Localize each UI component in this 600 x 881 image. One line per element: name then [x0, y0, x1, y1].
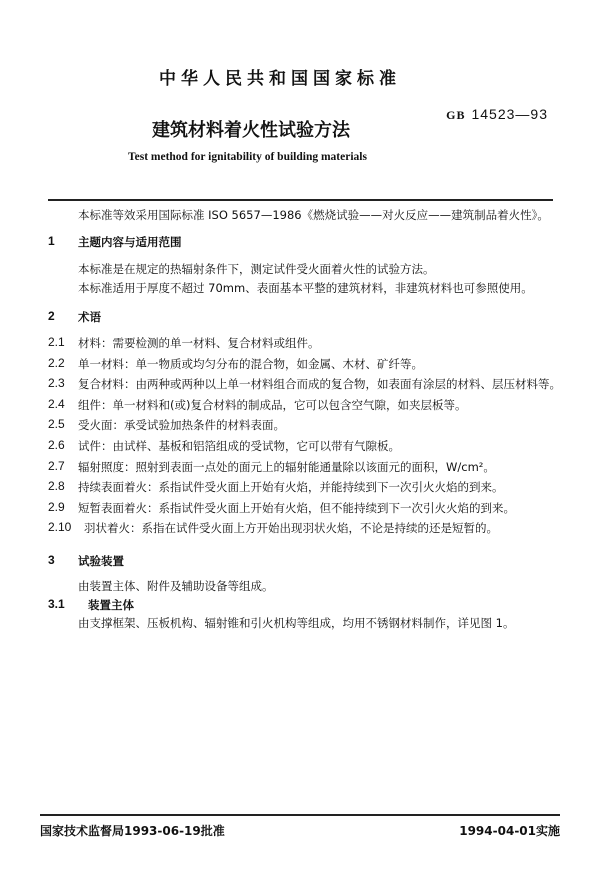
term-definition: 复合材料：由两种或两种以上单一材料组合而成的复合物，如表面有涂层的材料、层压材料等。: [78, 377, 561, 392]
paragraph: 由支撑框架、压板机构、辐射锥和引火机构等组成，均用不锈钢材料制作，详见图 1。: [78, 616, 515, 630]
intro-text: 本标准等效采用国际标准 ISO 5657—1986《燃烧试验——对火反应——建筑制品着火性》。: [78, 208, 549, 222]
bottom-rule: [40, 814, 560, 816]
term-definition: 辐射照度：照射到表面一点处的面元上的辐射能通量除以该面元的面积，W/cm²。: [78, 459, 495, 474]
term-definition: 受火面：承受试验加热条件的材料表面。: [78, 418, 285, 433]
term-number: 2.9: [48, 499, 65, 514]
term-definition: 组件：单一材料和(或)复合材料的制成品，它可以包含空气隙，如夹层板等。: [78, 397, 467, 412]
document-title: 建筑材料着火性试验方法: [152, 120, 350, 141]
term-definition: 单一材料：单一物质或均匀分布的混合物，如金属、木材、矿纤等。: [78, 356, 423, 371]
section-heading: 主题内容与适用范围: [78, 235, 182, 249]
standard-code: GB 14523—93: [446, 106, 548, 122]
term-number: 2.7: [48, 458, 65, 473]
subsection-number: 3.1: [48, 597, 65, 611]
term-number: 2.4: [48, 396, 65, 411]
term-number: 2.10: [48, 520, 72, 535]
term-definition: 试件：由试样、基板和铝箔组成的受试物，它可以带有气隙板。: [78, 439, 400, 453]
top-rule: [48, 199, 553, 201]
standard-title: 中华人民共和国国家标准: [159, 69, 401, 89]
section-number: 3: [48, 553, 55, 567]
term-number: 2.3: [48, 376, 65, 391]
document-title-english: Test method for ignitability of building materials: [128, 151, 367, 163]
subsection-heading: 装置主体: [88, 598, 134, 612]
section-number: 1: [48, 234, 55, 248]
section-number: 2: [48, 309, 55, 323]
term-number: 2.1: [48, 335, 65, 349]
term-number: 2.2: [48, 355, 65, 370]
term-number: 2.8: [48, 479, 65, 494]
paragraph: 由装置主体、附件及辅助设备等组成。: [78, 579, 274, 593]
approval-date: 国家技术监督局1993-06-19批准: [40, 824, 225, 838]
paragraph: 本标准适用于厚度不超过 70mm、表面基本平整的建筑材料，非建筑材料也可参照使用。: [78, 281, 533, 295]
term-number: 2.6: [48, 438, 65, 452]
term-number: 2.5: [48, 417, 65, 432]
section-heading: 试验装置: [78, 554, 124, 568]
implementation-date: 1994-04-01实施: [459, 824, 560, 838]
paragraph: 本标准是在规定的热辐射条件下，测定试件受火面着火性的试验方法。: [78, 262, 435, 276]
term-definition: 持续表面着火：系指试件受火面上开始有火焰，并能持续到下一次引火火焰的到来。: [78, 480, 504, 495]
term-definition: 短暂表面着火：系指试件受火面上开始有火焰，但不能持续到下一次引火火焰的到来。: [78, 500, 515, 515]
term-definition: 材料：需要检测的单一材料、复合材料或组件。: [78, 336, 320, 350]
section-heading: 术语: [78, 310, 101, 324]
term-definition: 羽状着火：系指在试件受火面上方开始出现羽状火焰，不论是持续的还是短暂的。: [84, 521, 498, 536]
